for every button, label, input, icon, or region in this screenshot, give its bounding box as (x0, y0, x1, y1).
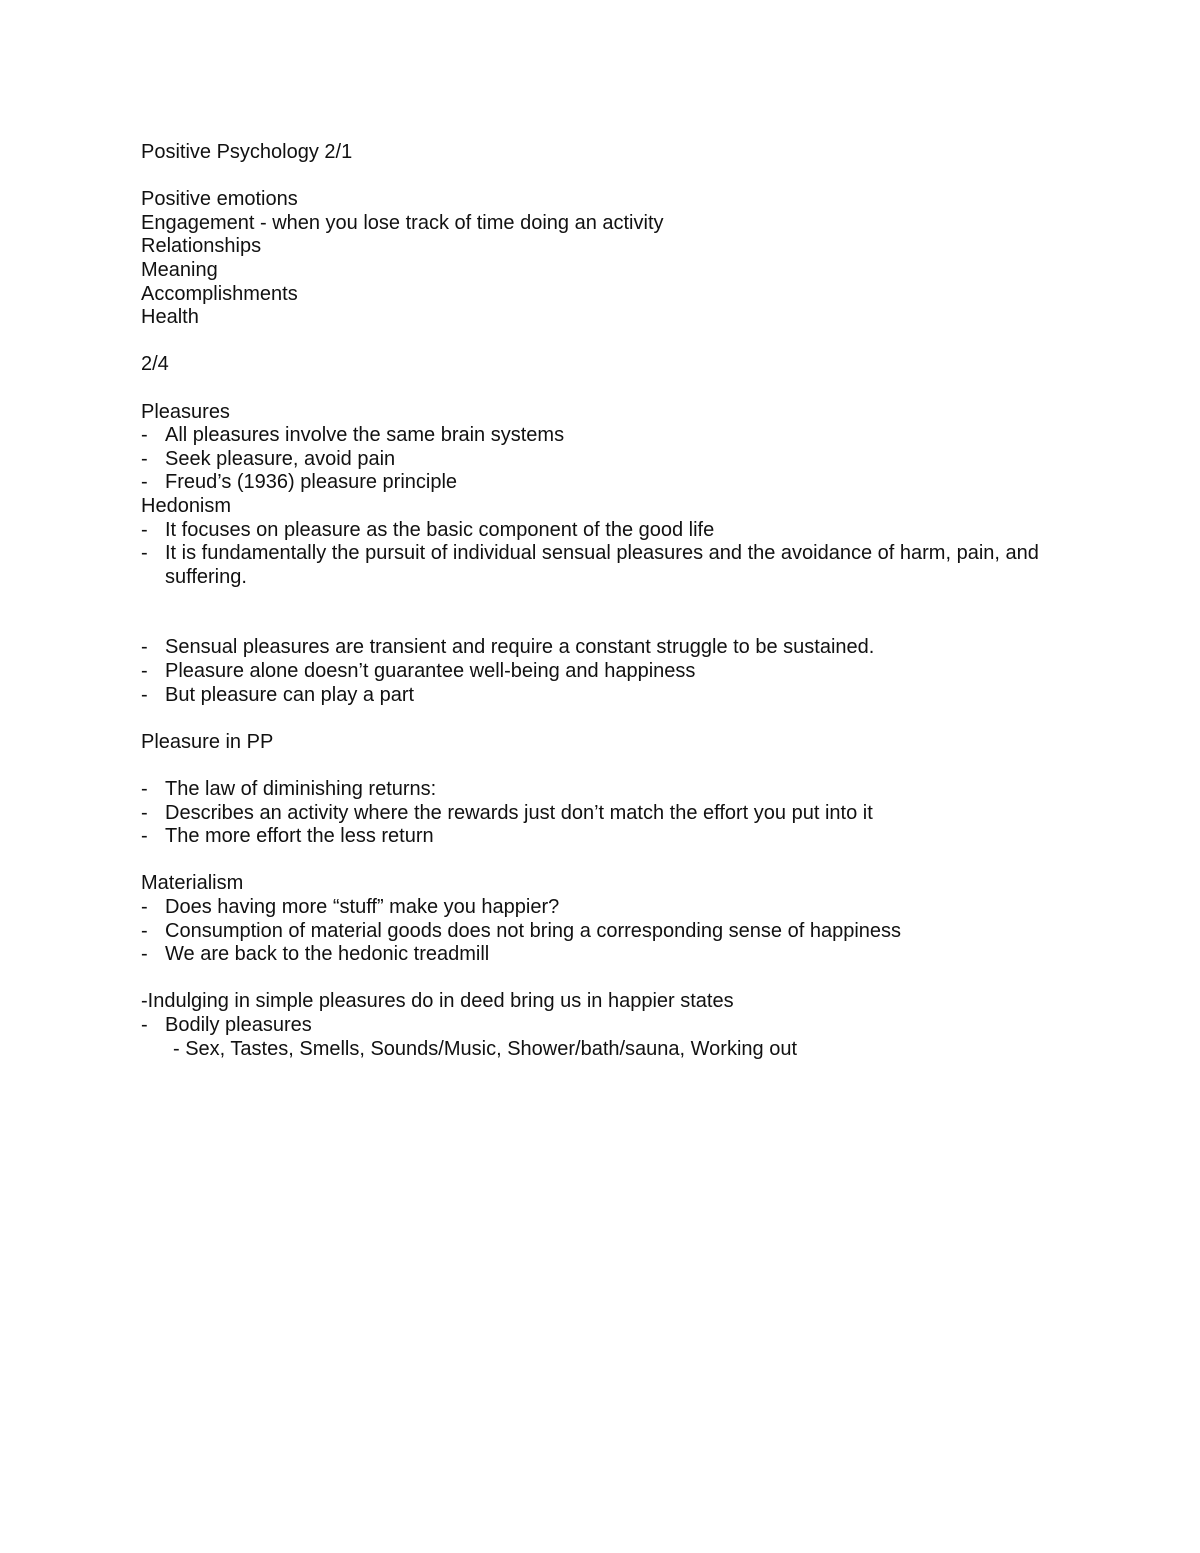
bullet-dash: - (141, 1013, 148, 1036)
section-heading-pleasure-in-pp: Pleasure in PP (141, 730, 274, 753)
notes-body (141, 141, 1081, 1061)
bullet-dash: - (141, 683, 148, 706)
document-title: Positive Psychology 2/1 (141, 141, 353, 163)
bullet-dash: - (141, 447, 148, 470)
list-item (141, 448, 1081, 472)
bullet-text: Does having more “stuff” make you happier? (165, 896, 560, 918)
bullet-text: The more effort the less return (165, 825, 434, 848)
list-item (141, 802, 1081, 826)
bullet-dash: - (141, 660, 148, 683)
list-item (141, 896, 1081, 920)
bullet-text: Pleasure alone doesn’t guarantee well-being and happiness (165, 660, 696, 683)
list-item (141, 471, 1081, 495)
perma-item: Engagement - when you lose track of time doing an activity (141, 211, 664, 234)
bullet-text: Describes an activity where the rewards just don’t match the effort you put into it (165, 801, 873, 824)
spacer (141, 754, 1081, 778)
bullet-dash: - (141, 636, 148, 659)
list-item (141, 1014, 1081, 1038)
simple-pleasures-line: -Indulging in simple pleasures do in deed bring us in happier states (141, 990, 734, 1013)
bullet-dash: - (141, 518, 148, 541)
section-heading-materialism: Materialism (141, 872, 244, 895)
sub-list-item: - Sex, Tastes, Smells, Sounds/Music, Shower/bath/sauna, Working out (173, 1037, 798, 1060)
perma-item: Meaning (141, 258, 218, 281)
bullet-dash: - (141, 919, 148, 942)
spacer (141, 377, 1081, 401)
bullet-dash: - (141, 801, 148, 824)
spacer (141, 707, 1081, 731)
bullet-dash: - (141, 471, 148, 494)
bullet-text: Sensual pleasures are transient and require a constant struggle to be sustained. (165, 636, 875, 659)
bullet-dash: - (141, 943, 148, 966)
bullet-dash: - (141, 778, 148, 801)
spacer (141, 967, 1081, 991)
spacer (141, 849, 1081, 873)
list-item (141, 920, 1081, 944)
section-heading-hedonism: Hedonism (141, 494, 232, 517)
bullet-text: All pleasures involve the same brain systems (165, 424, 565, 447)
bullet-text: Bodily pleasures (165, 1013, 312, 1036)
spacer (141, 589, 1081, 613)
list-item (141, 519, 1081, 543)
perma-item: Positive emotions (141, 188, 298, 211)
list-item (141, 660, 1081, 684)
bullet-text: It is fundamentally the pursuit of individual sensual pleasures and the avoidance of harm, pain, and suffering. (165, 542, 1039, 588)
perma-item: Health (141, 306, 199, 329)
bullet-text: Seek pleasure, avoid pain (165, 447, 396, 470)
spacer (141, 613, 1081, 637)
list-item (141, 684, 1081, 708)
bullet-text: It focuses on pleasure as the basic component of the good life (165, 518, 715, 541)
list-item (141, 636, 1081, 660)
spacer (141, 330, 1081, 354)
bullet-text: Consumption of material goods does not bring a corresponding sense of happiness (165, 919, 902, 942)
bullet-dash: - (141, 896, 148, 918)
bullet-text: The law of diminishing returns: (165, 778, 437, 801)
bullet-dash: - (141, 542, 148, 565)
date-heading: 2/4 (141, 353, 169, 376)
bullet-text: But pleasure can play a part (165, 683, 415, 706)
section-heading-pleasures: Pleasures (141, 400, 230, 423)
bullet-dash: - (141, 825, 148, 848)
list-item (141, 542, 1081, 589)
list-item (141, 825, 1081, 849)
list-item (141, 778, 1081, 802)
bullet-text: Freud’s (1936) pleasure principle (165, 471, 458, 494)
perma-item: Relationships (141, 235, 262, 258)
bullet-text: We are back to the hedonic treadmill (165, 943, 490, 966)
perma-item: Accomplishments (141, 282, 298, 305)
list-item (141, 424, 1081, 448)
bullet-dash: - (141, 424, 148, 447)
spacer (141, 165, 1081, 189)
list-item (141, 943, 1081, 967)
